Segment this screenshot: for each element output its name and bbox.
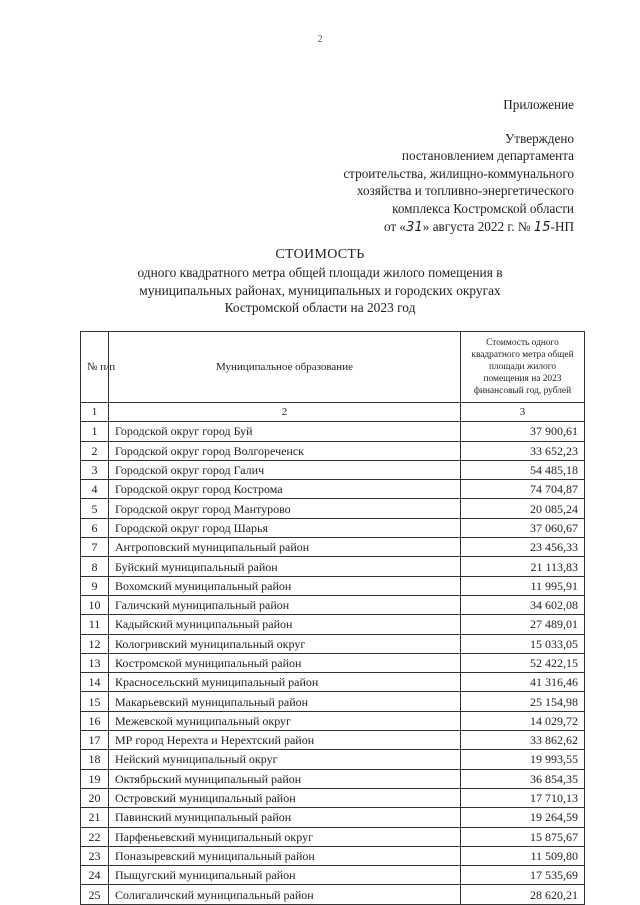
table-row: [81, 846, 585, 865]
table-row: [81, 538, 585, 557]
cost-value: 37 900,61: [461, 422, 585, 441]
municipality-name: Вохомский муниципальный район: [109, 576, 461, 595]
title-main: СТОИМОСТЬ: [275, 247, 365, 262]
date-prefix: от «: [383, 218, 407, 234]
index-cell: 1: [81, 403, 109, 422]
table-row: [81, 769, 585, 788]
cost-value: 34 602,08: [461, 595, 585, 614]
row-number: 25: [81, 885, 109, 904]
date-middle: » августа 2022 г. №: [422, 218, 531, 234]
index-cell: 3: [461, 403, 585, 422]
handwritten-number: 15: [533, 219, 551, 235]
appendix-label: Приложение: [503, 97, 574, 112]
table-row: [81, 615, 585, 634]
title-line: муниципальных районах, муниципальных и городских округах: [139, 282, 501, 298]
cost-value: 37 060,67: [461, 518, 585, 537]
row-number: 23: [81, 846, 109, 865]
cost-value: 17 710,13: [461, 788, 585, 807]
cost-value: 33 862,62: [461, 731, 585, 750]
cost-value: 20 085,24: [461, 499, 585, 518]
municipality-name: МР город Нерехта и Нерехтский район: [109, 731, 461, 750]
table-row: [81, 866, 585, 885]
row-number: 3: [81, 460, 109, 479]
table-row: [81, 460, 585, 479]
row-number: 10: [81, 595, 109, 614]
municipality-name: Городской округ город Галич: [109, 460, 461, 479]
approval-block: [174, 96, 574, 236]
municipality-name: Галичский муниципальный район: [109, 595, 461, 614]
row-number: 4: [81, 480, 109, 499]
cost-value: 14 029,72: [461, 711, 585, 730]
row-number: 15: [81, 692, 109, 711]
row-number: 8: [81, 557, 109, 576]
table-row: [81, 711, 585, 730]
municipality-name: Городской округ город Шарья: [109, 518, 461, 537]
cost-value: 25 154,98: [461, 692, 585, 711]
municipality-name: Городской округ город Кострома: [109, 480, 461, 499]
municipality-name: Солигаличский муниципальный район: [109, 885, 461, 904]
approval-date-line: [174, 218, 574, 237]
document-title: [0, 246, 640, 317]
table-row: [81, 731, 585, 750]
header-name: Муниципальное образование: [109, 332, 461, 403]
table-row: [81, 518, 585, 537]
table-body: [81, 422, 585, 904]
approval-line: хозяйства и топливно-энергетического: [356, 183, 574, 199]
municipality-name: Поназыревский муниципальный район: [109, 846, 461, 865]
row-number: 18: [81, 750, 109, 769]
table-row: [81, 441, 585, 460]
cost-value: 27 489,01: [461, 615, 585, 634]
cost-value: 54 485,18: [461, 460, 585, 479]
cost-value: 11 509,80: [461, 846, 585, 865]
page-number: 2: [317, 34, 323, 45]
row-number: 6: [81, 518, 109, 537]
title-line: одного квадратного метра общей площади жилого помещения в: [137, 265, 503, 280]
row-number: 13: [81, 653, 109, 672]
municipality-name: Межевской муниципальный округ: [109, 711, 461, 730]
row-number: 5: [81, 499, 109, 518]
cost-value: 52 422,15: [461, 653, 585, 672]
municipality-name: Кологривский муниципальный округ: [109, 634, 461, 653]
municipality-name: Парфеньевский муниципальный округ: [109, 827, 461, 846]
row-number: 11: [81, 615, 109, 634]
municipality-name: Антроповский муниципальный район: [109, 538, 461, 557]
table-row: [81, 595, 585, 614]
cost-value: 28 620,21: [461, 885, 585, 904]
date-suffix: -НП: [550, 218, 574, 234]
row-number: 14: [81, 673, 109, 692]
table-row: [81, 557, 585, 576]
cost-value: 74 704,87: [461, 480, 585, 499]
table-row: [81, 673, 585, 692]
municipality-name: Буйский муниципальный район: [109, 557, 461, 576]
header-value: Стоимость одного квадратного метра общей площади жилого помещения на 2023 финансовый год, рублей: [461, 332, 585, 403]
municipality-name: Макарьевский муниципальный район: [109, 692, 461, 711]
municipality-name: Городской округ город Волгореченск: [109, 441, 461, 460]
cost-value: 15 033,05: [461, 634, 585, 653]
row-number: 20: [81, 788, 109, 807]
row-number: 17: [81, 731, 109, 750]
row-number: 22: [81, 827, 109, 846]
table-row: [81, 422, 585, 441]
index-cell: 2: [109, 403, 461, 422]
cost-value: 23 456,33: [461, 538, 585, 557]
cost-value: 21 113,83: [461, 557, 585, 576]
header-num: № п/п: [81, 332, 109, 403]
table-row: [81, 750, 585, 769]
row-number: 12: [81, 634, 109, 653]
table-header-row: [81, 332, 585, 403]
row-number: 21: [81, 808, 109, 827]
approved-label: Утверждено: [504, 130, 574, 146]
approval-line: строительства, жилищно-коммунального: [343, 165, 574, 181]
municipality-name: Городской округ город Мантурово: [109, 499, 461, 518]
cost-value: 41 316,46: [461, 673, 585, 692]
cost-value: 17 535,69: [461, 866, 585, 885]
municipality-name: Октябрьский муниципальный район: [109, 769, 461, 788]
cost-value: 36 854,35: [461, 769, 585, 788]
row-number: 7: [81, 538, 109, 557]
municipality-name: Островский муниципальный район: [109, 788, 461, 807]
table-row: [81, 692, 585, 711]
table-row: [81, 634, 585, 653]
handwritten-day: 31: [406, 219, 423, 235]
municipality-name: Красносельский муниципальный район: [109, 673, 461, 692]
approval-line: постановлением департамента: [401, 148, 574, 164]
row-number: 24: [81, 866, 109, 885]
municipality-name: Кадыйский муниципальный район: [109, 615, 461, 634]
title-line: Костромской области на 2023 год: [224, 300, 416, 316]
cost-value: 19 264,59: [461, 808, 585, 827]
municipality-name: Пыщугский муниципальный район: [109, 866, 461, 885]
table-row: [81, 808, 585, 827]
municipality-name: Костромской муниципальный район: [109, 653, 461, 672]
municipality-name: Городской округ город Буй: [109, 422, 461, 441]
table-row: [81, 827, 585, 846]
approval-line: комплекса Костромской области: [392, 200, 574, 216]
cost-value: 33 652,23: [461, 441, 585, 460]
table-row: [81, 499, 585, 518]
row-number: 9: [81, 576, 109, 595]
municipality-name: Нейский муниципальный округ: [109, 750, 461, 769]
row-number: 2: [81, 441, 109, 460]
municipality-name: Павинский муниципальный район: [109, 808, 461, 827]
row-number: 16: [81, 711, 109, 730]
index-row: [81, 403, 585, 422]
cost-table: [80, 331, 585, 905]
table-row: [81, 653, 585, 672]
row-number: 1: [81, 422, 109, 441]
table-row: [81, 885, 585, 904]
table-row: [81, 576, 585, 595]
row-number: 19: [81, 769, 109, 788]
cost-value: 11 995,91: [461, 576, 585, 595]
table-row: [81, 788, 585, 807]
table-row: [81, 480, 585, 499]
cost-value: 19 993,55: [461, 750, 585, 769]
cost-value: 15 875,67: [461, 827, 585, 846]
